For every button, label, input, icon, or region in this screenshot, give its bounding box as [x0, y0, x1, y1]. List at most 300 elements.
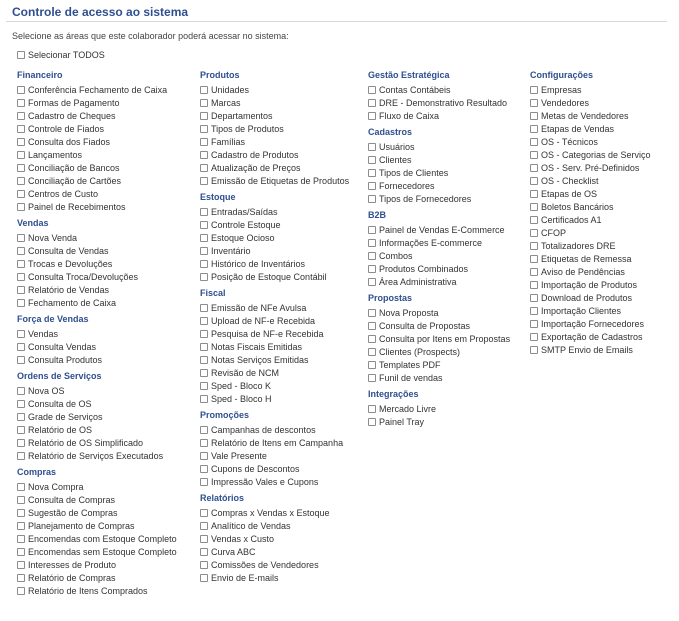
permission-label: Emissão de Etiquetas de Produtos	[211, 175, 350, 186]
permission-checkbox[interactable]	[17, 151, 25, 159]
permission-label: Sped - Bloco H	[211, 393, 272, 404]
permission-label: Planejamento de Compras	[28, 520, 135, 531]
permission-label: Relatório de OS Simplificado	[28, 437, 144, 448]
permission-checkbox[interactable]	[17, 177, 25, 185]
permission-checkbox-row[interactable]	[530, 122, 651, 135]
permission-checkbox-row[interactable]	[530, 330, 651, 343]
permission-label: Importação Fornecedores	[541, 318, 645, 329]
permission-section	[368, 126, 510, 205]
permission-checkbox[interactable]	[17, 99, 25, 107]
permission-checkbox[interactable]	[17, 439, 25, 447]
permission-checkbox[interactable]	[17, 138, 25, 146]
permission-checkbox-row[interactable]	[17, 161, 177, 174]
permission-checkbox[interactable]	[200, 548, 208, 556]
permission-checkbox[interactable]	[530, 190, 538, 198]
permission-checkbox-row[interactable]	[200, 327, 349, 340]
permission-checkbox[interactable]	[200, 86, 208, 94]
permission-label: CFOP	[541, 227, 567, 238]
permission-label: Posição de Estoque Contábil	[211, 271, 327, 282]
permission-checkbox-row[interactable]	[200, 519, 349, 532]
permission-checkbox[interactable]	[368, 169, 376, 177]
permission-label: Consulta dos Fiados	[28, 136, 111, 147]
permission-checkbox-row[interactable]	[368, 306, 510, 319]
permission-checkbox-row[interactable]	[200, 436, 349, 449]
permission-label: Importação Clientes	[541, 305, 622, 316]
section-title: Ordens de Serviços	[17, 371, 102, 381]
permission-checkbox[interactable]	[530, 86, 538, 94]
permission-label: Consulta Vendas	[28, 341, 97, 352]
permission-checkbox-row[interactable]	[368, 371, 510, 384]
permission-checkbox[interactable]	[17, 452, 25, 460]
section-title: Vendas	[17, 218, 49, 228]
permission-checkbox-row[interactable]	[368, 192, 510, 205]
section-title: Produtos	[200, 70, 240, 80]
permission-checkbox-row[interactable]	[200, 244, 349, 257]
permission-label: Fechamento de Caixa	[28, 297, 117, 308]
permission-checkbox-row[interactable]	[368, 358, 510, 371]
permission-checkbox-row[interactable]	[530, 161, 651, 174]
permission-checkbox[interactable]	[530, 320, 538, 328]
permission-checkbox-row[interactable]	[530, 96, 651, 109]
permission-checkbox[interactable]	[17, 203, 25, 211]
section-title: Cadastros	[368, 127, 413, 137]
permission-checkbox[interactable]	[368, 182, 376, 190]
permission-checkbox-row[interactable]	[200, 532, 349, 545]
permission-checkbox[interactable]	[530, 216, 538, 224]
permission-checkbox[interactable]	[17, 426, 25, 434]
permission-checkbox-row[interactable]	[17, 296, 177, 309]
permission-checkbox-row[interactable]	[17, 449, 177, 462]
permission-checkbox[interactable]	[200, 426, 208, 434]
permission-checkbox-row[interactable]	[368, 223, 510, 236]
section-title: Configurações	[530, 70, 594, 80]
permission-label: Centros de Custo	[28, 188, 99, 199]
permission-checkbox[interactable]	[17, 273, 25, 281]
permission-checkbox[interactable]	[200, 509, 208, 517]
permission-label: Conciliação de Bancos	[28, 162, 120, 173]
permission-label: Sped - Bloco K	[211, 380, 272, 391]
permission-label: Etapas de OS	[541, 188, 598, 199]
permission-checkbox-row[interactable]	[200, 545, 349, 558]
permission-checkbox[interactable]	[530, 138, 538, 146]
title-divider	[6, 21, 667, 22]
permission-checkbox[interactable]	[368, 418, 376, 426]
permission-checkbox-row[interactable]	[530, 265, 651, 278]
permission-checkbox-row[interactable]	[17, 109, 177, 122]
permission-checkbox-row[interactable]	[530, 317, 651, 330]
permission-checkbox-row[interactable]	[368, 83, 510, 96]
permission-label: Relatório de OS	[28, 424, 93, 435]
permission-checkbox-row[interactable]	[368, 319, 510, 332]
permission-checkbox[interactable]	[368, 239, 376, 247]
permission-section	[368, 69, 510, 122]
permission-label: Funil de vendas	[379, 372, 443, 383]
permission-checkbox[interactable]	[200, 177, 208, 185]
permission-checkbox-row[interactable]	[17, 571, 177, 584]
permission-checkbox[interactable]	[200, 369, 208, 377]
permission-checkbox-row[interactable]	[17, 83, 177, 96]
permission-label: Notas Fiscais Emitidas	[211, 341, 303, 352]
permission-checkbox-row[interactable]	[530, 135, 651, 148]
permission-checkbox-row[interactable]	[200, 353, 349, 366]
permission-checkbox-row[interactable]	[368, 96, 510, 109]
permission-checkbox-row[interactable]	[17, 436, 177, 449]
permission-checkbox-row[interactable]	[17, 135, 177, 148]
permission-checkbox[interactable]	[17, 247, 25, 255]
permission-label: Famílias	[211, 136, 246, 147]
permission-label: Exportação de Cadastros	[541, 331, 643, 342]
permission-checkbox[interactable]	[368, 405, 376, 413]
permission-label: Atualização de Preços	[211, 162, 301, 173]
permission-checkbox-row[interactable]	[530, 239, 651, 252]
permission-checkbox-row[interactable]	[530, 304, 651, 317]
section-title: Estoque	[200, 192, 236, 202]
permission-checkbox[interactable]	[200, 395, 208, 403]
permission-label: Consulta de Vendas	[28, 245, 109, 256]
permission-checkbox-row[interactable]	[200, 96, 349, 109]
permission-checkbox[interactable]	[200, 343, 208, 351]
permission-label: Marcas	[211, 97, 241, 108]
permission-label: Nova OS	[28, 385, 65, 396]
permission-checkbox-row[interactable]	[530, 109, 651, 122]
permission-label: Aviso de Pendências	[541, 266, 625, 277]
permission-checkbox[interactable]	[17, 286, 25, 294]
permission-checkbox[interactable]	[17, 356, 25, 364]
permission-checkbox[interactable]	[530, 307, 538, 315]
permission-checkbox[interactable]	[200, 112, 208, 120]
permission-checkbox-row[interactable]	[368, 262, 510, 275]
permission-label: Histórico de Inventários	[211, 258, 306, 269]
permission-checkbox[interactable]	[17, 522, 25, 530]
permission-checkbox[interactable]	[368, 309, 376, 317]
permission-checkbox[interactable]	[368, 374, 376, 382]
permission-checkbox-row[interactable]	[530, 278, 651, 291]
permission-checkbox-row[interactable]	[200, 366, 349, 379]
permission-checkbox[interactable]	[200, 356, 208, 364]
permission-checkbox-row[interactable]	[17, 423, 177, 436]
permission-checkbox-row[interactable]	[200, 423, 349, 436]
permission-checkbox-row[interactable]	[368, 402, 510, 415]
permission-checkbox[interactable]	[368, 86, 376, 94]
permission-checkbox[interactable]	[17, 574, 25, 582]
permission-checkbox-row[interactable]	[17, 200, 177, 213]
permission-label: Grade de Serviços	[28, 411, 103, 422]
permission-checkbox[interactable]	[368, 156, 376, 164]
permission-label: Clientes	[379, 154, 412, 165]
permission-checkbox-row[interactable]	[200, 379, 349, 392]
permission-checkbox-row[interactable]	[17, 532, 177, 545]
permission-checkbox-row[interactable]	[368, 153, 510, 166]
permission-checkbox-row[interactable]	[368, 166, 510, 179]
permission-checkbox-row[interactable]	[17, 353, 177, 366]
permission-checkbox[interactable]	[530, 346, 538, 354]
permission-checkbox-row[interactable]	[368, 332, 510, 345]
permission-checkbox-row[interactable]	[368, 275, 510, 288]
permission-label: Estoque Ocioso	[211, 232, 275, 243]
permission-checkbox-row[interactable]	[200, 571, 349, 584]
permission-checkbox-row[interactable]	[530, 148, 651, 161]
permission-checkbox[interactable]	[368, 361, 376, 369]
permission-checkbox-row[interactable]	[200, 449, 349, 462]
permission-checkbox-row[interactable]	[17, 122, 177, 135]
permission-checkbox[interactable]	[200, 439, 208, 447]
permission-checkbox-row[interactable]	[17, 257, 177, 270]
permission-checkbox[interactable]	[200, 317, 208, 325]
permission-checkbox[interactable]	[200, 138, 208, 146]
permission-label: Consulta Troca/Devoluções	[28, 271, 139, 282]
permission-section	[200, 287, 349, 405]
permission-checkbox-row[interactable]	[530, 226, 651, 239]
permission-checkbox-row[interactable]	[200, 83, 349, 96]
permission-checkbox-row[interactable]	[200, 340, 349, 353]
permission-checkbox[interactable]	[17, 561, 25, 569]
permission-checkbox[interactable]	[530, 281, 538, 289]
permission-checkbox[interactable]	[200, 208, 208, 216]
permission-checkbox-row[interactable]	[530, 291, 651, 304]
permission-checkbox-row[interactable]	[200, 148, 349, 161]
permission-label: Encomendas sem Estoque Completo	[28, 546, 177, 557]
permission-checkbox-row[interactable]	[200, 257, 349, 270]
permission-checkbox-row[interactable]	[200, 161, 349, 174]
permission-checkbox-row[interactable]	[200, 122, 349, 135]
permission-checkbox-row[interactable]	[17, 327, 177, 340]
permission-checkbox-row[interactable]	[17, 506, 177, 519]
permission-checkbox-row[interactable]	[17, 231, 177, 244]
permission-checkbox[interactable]	[17, 260, 25, 268]
permission-checkbox-row[interactable]	[530, 187, 651, 200]
permission-label: Controle de Fiados	[28, 123, 105, 134]
permission-checkbox-row[interactable]	[17, 96, 177, 109]
permission-checkbox-row[interactable]	[17, 340, 177, 353]
permission-checkbox[interactable]	[200, 260, 208, 268]
permission-checkbox-row[interactable]	[17, 187, 177, 200]
permission-checkbox-row[interactable]	[530, 213, 651, 226]
section-title: Compras	[17, 467, 57, 477]
permission-checkbox[interactable]	[17, 587, 25, 595]
permission-checkbox[interactable]	[530, 177, 538, 185]
select-all-checkbox-row[interactable]	[17, 48, 105, 61]
permission-checkbox-row[interactable]	[200, 506, 349, 519]
permission-label: Templates PDF	[379, 359, 441, 370]
permission-checkbox[interactable]	[17, 299, 25, 307]
permission-checkbox-row[interactable]	[200, 475, 349, 488]
permission-checkbox-row[interactable]	[530, 200, 651, 213]
permission-label: Vale Presente	[211, 450, 267, 461]
permission-checkbox[interactable]	[200, 452, 208, 460]
select-all-label: Selecionar TODOS	[28, 49, 105, 60]
permission-checkbox[interactable]	[17, 496, 25, 504]
permission-checkbox[interactable]	[17, 509, 25, 517]
permission-checkbox[interactable]	[200, 465, 208, 473]
section-title: Fiscal	[200, 288, 226, 298]
permission-checkbox[interactable]	[200, 273, 208, 281]
permission-label: Notas Serviços Emitidas	[211, 354, 309, 365]
permission-checkbox-row[interactable]	[530, 83, 651, 96]
permission-checkbox-row[interactable]	[17, 174, 177, 187]
permission-checkbox-row[interactable]	[530, 174, 651, 187]
permission-label: Vendedores	[541, 97, 590, 108]
permission-checkbox[interactable]	[17, 535, 25, 543]
permission-checkbox-row[interactable]	[17, 584, 177, 597]
permission-checkbox[interactable]	[200, 330, 208, 338]
permission-label: Usuários	[379, 141, 415, 152]
permission-checkbox-row[interactable]	[17, 493, 177, 506]
permission-checkbox-row[interactable]	[17, 397, 177, 410]
permission-checkbox-row[interactable]	[368, 179, 510, 192]
permission-checkbox-row[interactable]	[200, 314, 349, 327]
permission-label: Consulta de Propostas	[379, 320, 471, 331]
permission-checkbox-row[interactable]	[200, 135, 349, 148]
permission-checkbox[interactable]	[17, 483, 25, 491]
permission-checkbox[interactable]	[17, 112, 25, 120]
permission-checkbox[interactable]	[200, 574, 208, 582]
permission-label: Pesquisa de NF-e Recebida	[211, 328, 324, 339]
permission-checkbox-row[interactable]	[530, 252, 651, 265]
permission-checkbox-row[interactable]	[17, 270, 177, 283]
permission-checkbox[interactable]	[368, 335, 376, 343]
permission-checkbox[interactable]	[200, 561, 208, 569]
permission-checkbox[interactable]	[200, 304, 208, 312]
permission-checkbox[interactable]	[530, 112, 538, 120]
permission-checkbox[interactable]	[17, 234, 25, 242]
permission-section	[368, 388, 510, 428]
permission-checkbox-row[interactable]	[368, 415, 510, 428]
permission-label: Informações E-commerce	[379, 237, 483, 248]
permission-checkbox[interactable]	[530, 268, 538, 276]
permission-checkbox-row[interactable]	[368, 140, 510, 153]
permission-checkbox[interactable]	[530, 255, 538, 263]
permission-checkbox-row[interactable]	[17, 410, 177, 423]
permission-checkbox[interactable]	[17, 125, 25, 133]
permission-checkbox[interactable]	[200, 478, 208, 486]
permission-checkbox[interactable]	[368, 226, 376, 234]
permission-checkbox[interactable]	[200, 234, 208, 242]
permission-checkbox[interactable]	[530, 294, 538, 302]
permission-label: Combos	[379, 250, 413, 261]
permission-checkbox[interactable]	[200, 522, 208, 530]
permission-checkbox[interactable]	[368, 112, 376, 120]
permission-checkbox-row[interactable]	[200, 231, 349, 244]
permission-checkbox-row[interactable]	[368, 249, 510, 262]
permission-label: Consulta de OS	[28, 398, 92, 409]
instructions-text: Selecione as áreas que este colaborador poderá acessar no sistema:	[12, 31, 289, 41]
permission-checkbox[interactable]	[368, 322, 376, 330]
permission-label: Sugestão de Compras	[28, 507, 118, 518]
permission-checkbox-row[interactable]	[200, 462, 349, 475]
permission-checkbox[interactable]	[368, 278, 376, 286]
permission-checkbox-row[interactable]	[368, 236, 510, 249]
permission-checkbox[interactable]	[368, 195, 376, 203]
section-title: Gestão Estratégica	[368, 70, 450, 80]
permission-checkbox[interactable]	[530, 333, 538, 341]
permission-checkbox[interactable]	[368, 265, 376, 273]
permission-checkbox-row[interactable]	[200, 174, 349, 187]
permission-checkbox[interactable]	[368, 348, 376, 356]
section-title: Força de Vendas	[17, 314, 89, 324]
permission-checkbox[interactable]	[200, 382, 208, 390]
permission-checkbox-row[interactable]	[17, 545, 177, 558]
permission-checkbox[interactable]	[17, 164, 25, 172]
permission-checkbox[interactable]	[368, 143, 376, 151]
permission-checkbox[interactable]	[530, 242, 538, 250]
permission-checkbox-row[interactable]	[368, 109, 510, 122]
permission-checkbox[interactable]	[530, 164, 538, 172]
permission-label: Boletos Bancários	[541, 201, 614, 212]
permission-label: Tipos de Produtos	[211, 123, 284, 134]
permission-checkbox-row[interactable]	[17, 384, 177, 397]
permission-label: Vendas	[28, 328, 59, 339]
section-title: Promoções	[200, 410, 250, 420]
select-all-checkbox[interactable]	[17, 51, 25, 59]
permission-checkbox[interactable]	[530, 125, 538, 133]
permission-checkbox[interactable]	[17, 548, 25, 556]
permission-checkbox[interactable]	[17, 343, 25, 351]
permission-checkbox-row[interactable]	[17, 244, 177, 257]
permission-checkbox-row[interactable]	[17, 148, 177, 161]
permission-checkbox[interactable]	[200, 125, 208, 133]
permission-checkbox[interactable]	[200, 151, 208, 159]
permission-label: Interesses de Produto	[28, 559, 117, 570]
permission-label: Painel Tray	[379, 416, 425, 427]
permission-label: Departamentos	[211, 110, 273, 121]
permission-label: Upload de NF-e Recebida	[211, 315, 316, 326]
permission-label: Conciliação de Cartões	[28, 175, 122, 186]
permission-checkbox[interactable]	[17, 413, 25, 421]
permission-label: Relatório de Itens em Campanha	[211, 437, 344, 448]
permission-column	[200, 69, 349, 584]
permission-checkbox[interactable]	[200, 221, 208, 229]
permission-checkbox[interactable]	[368, 252, 376, 260]
permission-checkbox[interactable]	[17, 387, 25, 395]
permission-label: Empresas	[541, 84, 582, 95]
permission-checkbox[interactable]	[17, 330, 25, 338]
permission-checkbox[interactable]	[200, 247, 208, 255]
permission-checkbox[interactable]	[200, 535, 208, 543]
section-title: Integrações	[368, 389, 419, 399]
permission-checkbox[interactable]	[17, 190, 25, 198]
permission-checkbox-row[interactable]	[17, 283, 177, 296]
permission-checkbox[interactable]	[17, 400, 25, 408]
permission-checkbox[interactable]	[200, 99, 208, 107]
permission-label: Campanhas de descontos	[211, 424, 316, 435]
permission-checkbox-row[interactable]	[200, 109, 349, 122]
permission-label: Relatório de Compras	[28, 572, 116, 583]
permission-checkbox-row[interactable]	[200, 270, 349, 283]
permission-checkbox-row[interactable]	[17, 480, 177, 493]
permission-checkbox-row[interactable]	[368, 345, 510, 358]
permission-checkbox[interactable]	[368, 99, 376, 107]
permission-checkbox-row[interactable]	[200, 301, 349, 314]
permission-checkbox[interactable]	[530, 99, 538, 107]
permission-label: Cadastro de Cheques	[28, 110, 116, 121]
permission-label: Tipos de Clientes	[379, 167, 449, 178]
permission-checkbox-row[interactable]	[17, 519, 177, 532]
permission-label: Nova Proposta	[379, 307, 439, 318]
permission-checkbox-row[interactable]	[17, 558, 177, 571]
permission-checkbox[interactable]	[200, 164, 208, 172]
permission-checkbox-row[interactable]	[200, 205, 349, 218]
permission-checkbox[interactable]	[17, 86, 25, 94]
permission-section	[200, 191, 349, 283]
permission-checkbox-row[interactable]	[530, 343, 651, 356]
permission-label: Mercado Livre	[379, 403, 437, 414]
permission-checkbox[interactable]	[530, 151, 538, 159]
permission-checkbox-row[interactable]	[200, 218, 349, 231]
permission-checkbox[interactable]	[530, 229, 538, 237]
permission-checkbox[interactable]	[530, 203, 538, 211]
permission-checkbox-row[interactable]	[200, 392, 349, 405]
permission-checkbox-row[interactable]	[200, 558, 349, 571]
